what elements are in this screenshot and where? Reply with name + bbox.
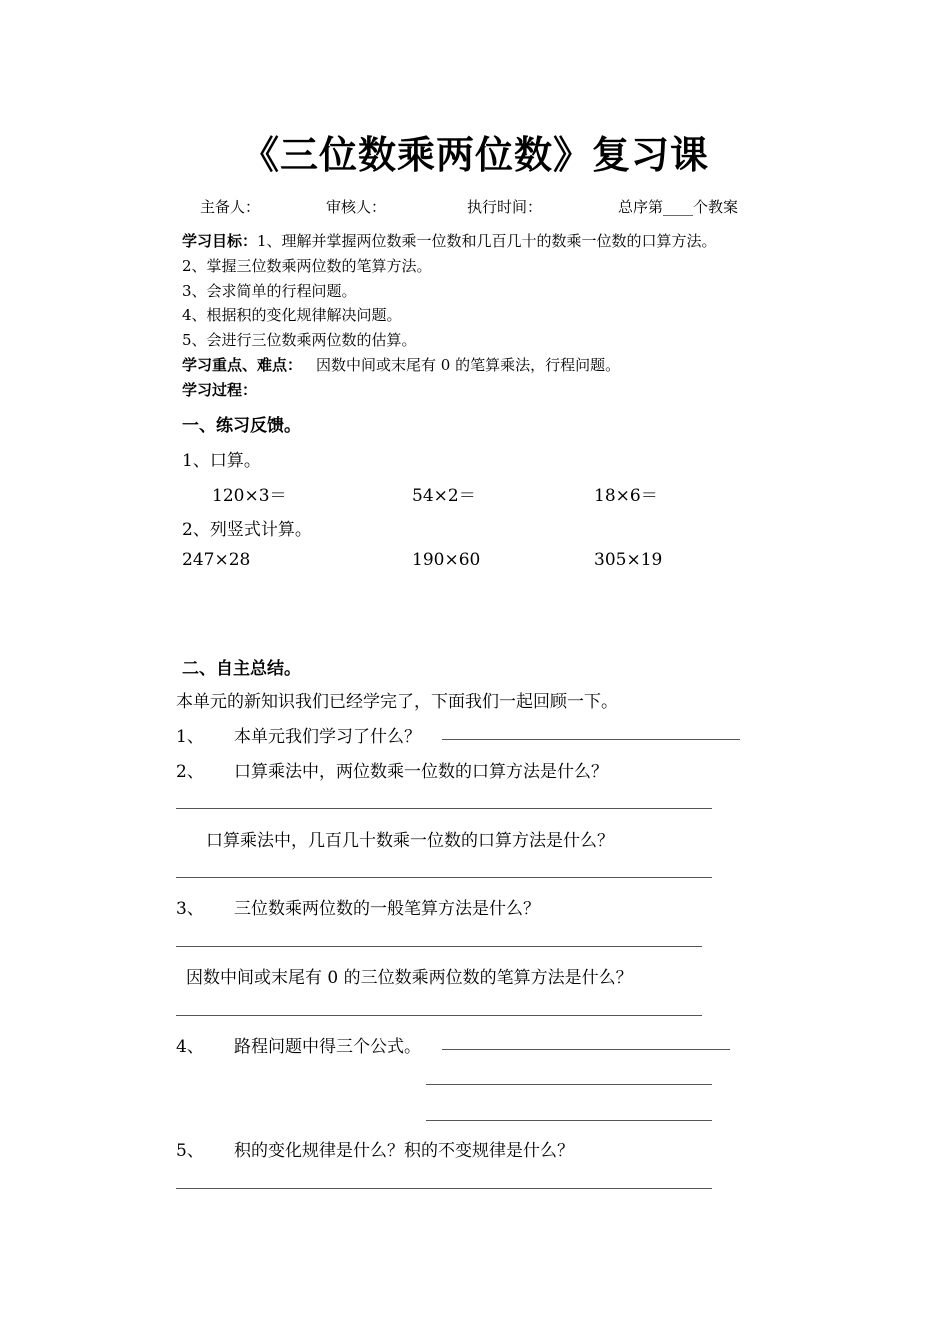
q2-answer-line [176, 808, 712, 809]
key-points-text: 因数中间或末尾有 0 的笔算乘法，行程问题。 [316, 356, 621, 374]
q1-number: 1、 [176, 727, 204, 747]
objectives-label: 学习目标： [182, 232, 258, 250]
vertical-calc-label: 2、列竖式计算。 [182, 520, 312, 540]
q5-text: 积的变化规律是什么？积的不变规律是什么？ [234, 1141, 574, 1161]
objective-4: 4、根据积的变化规律解决问题。 [182, 306, 402, 324]
objectives-line-1 [182, 230, 717, 251]
oral-calc-label: 1、口算。 [182, 451, 261, 471]
q3-number: 3、 [176, 899, 204, 919]
q5-answer-line [176, 1188, 712, 1189]
q4-answer-line-1 [442, 1049, 730, 1050]
q4-number: 4、 [176, 1037, 204, 1057]
page-title: 《三位数乘两位数》复习课 [240, 133, 709, 177]
objective-5: 5、会进行三位数乘两位数的估算。 [182, 331, 417, 349]
vertical-calc-2: 190×60 [412, 550, 481, 570]
serial-label: 总序第____个教案 [618, 198, 739, 216]
oral-calc-2: 54×2＝ [412, 486, 476, 506]
section2-heading: 二、自主总结。 [182, 659, 301, 679]
preparer-label: 主备人： [200, 198, 261, 216]
q2-text: 口算乘法中，两位数乘一位数的口算方法是什么？ [234, 762, 608, 782]
key-points-line [182, 354, 620, 375]
q3b-text: 因数中间或末尾有 0 的三位数乘两位数的笔算方法是什么？ [186, 968, 633, 988]
q5-number: 5、 [176, 1141, 204, 1161]
objective-3: 3、会求简单的行程问题。 [182, 282, 357, 300]
oral-calc-3: 18×6＝ [594, 486, 658, 506]
q1-text: 本单元我们学习了什么？ [234, 727, 421, 747]
q2b-text: 口算乘法中，几百几十数乘一位数的口算方法是什么？ [206, 831, 614, 851]
objective-1: 1、理解并掌握两位数乘一位数和几百几十的数乘一位数的口算方法。 [257, 232, 717, 250]
q1-answer-line [442, 739, 740, 740]
q3-answer-line [176, 946, 702, 947]
section1-heading: 一、练习反馈。 [182, 416, 301, 436]
objective-2: 2、掌握三位数乘两位数的笔算方法。 [182, 257, 432, 275]
exec-time-label: 执行时间： [467, 198, 543, 216]
process-label: 学习过程： [182, 381, 258, 399]
reviewer-label: 审核人： [326, 198, 387, 216]
q4-answer-line-3 [426, 1120, 712, 1121]
oral-calc-1: 120×3＝ [212, 486, 287, 506]
key-points-label: 学习重点、难点： [182, 356, 303, 374]
q3-text: 三位数乘两位数的一般笔算方法是什么？ [234, 899, 540, 919]
q4-answer-line-2 [426, 1084, 712, 1085]
section2-intro: 本单元的新知识我们已经学完了，下面我们一起回顾一下。 [176, 692, 618, 712]
q2b-answer-line [176, 877, 712, 878]
q2-number: 2、 [176, 762, 204, 782]
q3b-answer-line [176, 1015, 702, 1016]
vertical-calc-1: 247×28 [182, 550, 251, 570]
vertical-calc-3: 305×19 [594, 550, 663, 570]
q4-text: 路程问题中得三个公式。 [234, 1037, 421, 1057]
